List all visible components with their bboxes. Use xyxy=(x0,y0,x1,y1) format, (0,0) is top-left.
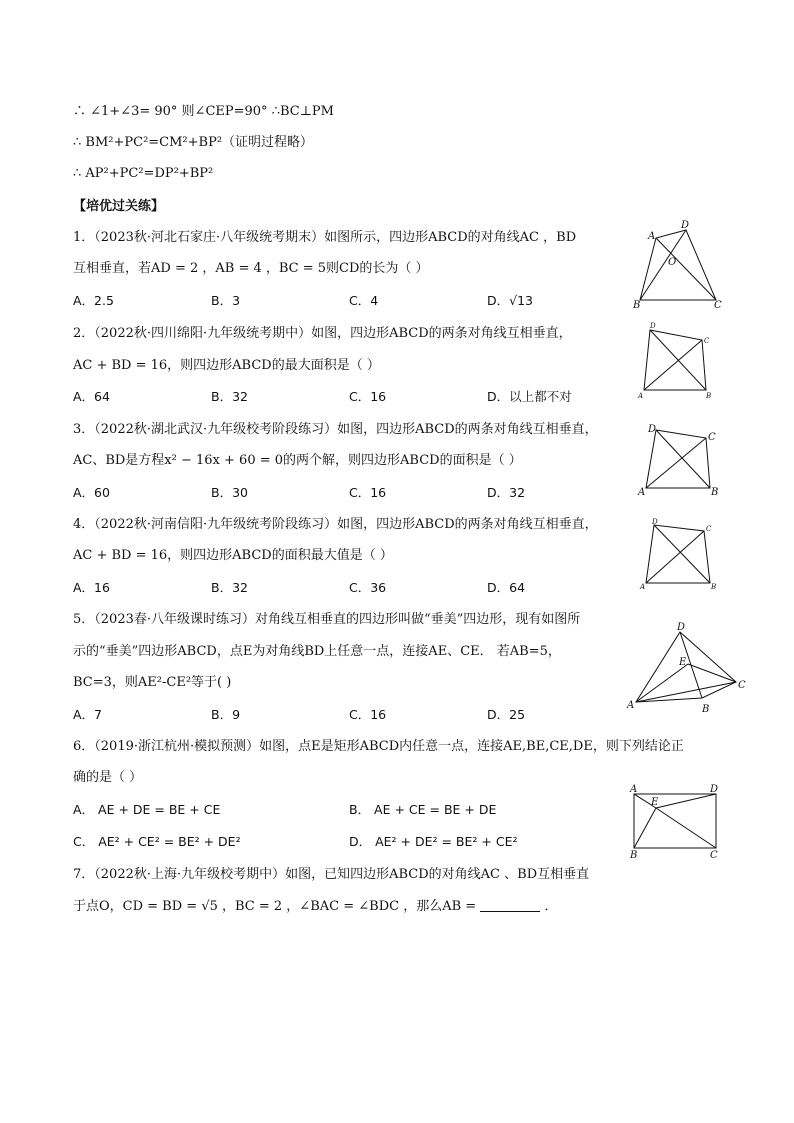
q6-option-c[interactable]: C． AE² + CE² = BE² + DE² xyxy=(73,834,241,849)
q4-label-d: D xyxy=(652,518,658,526)
q1-line-2: 互相垂直，若AD = 2 ，AB = 4 ，BC = 5则CD的长为（ ） xyxy=(73,261,429,276)
q7-answer-blank[interactable] xyxy=(480,899,540,912)
q3-option-a[interactable]: A．60 xyxy=(73,485,110,500)
q6-line-2: 确的是（ ） xyxy=(73,770,143,785)
q1-label-b: B xyxy=(633,300,641,310)
q4-option-d[interactable]: D．64 xyxy=(487,580,526,595)
q4-option-c[interactable]: C．36 xyxy=(349,580,387,595)
q5-figure xyxy=(622,620,752,716)
q7-line-2 xyxy=(73,898,557,916)
q3-figure xyxy=(632,418,724,498)
q2-figure xyxy=(630,318,720,400)
q3-option-c[interactable]: C．16 xyxy=(349,485,387,500)
q6-label-a: A xyxy=(630,784,638,795)
q2-line-1: 2．（2022秋·四川绵阳·九年级统考期中）如图，四边形ABCD的两条对角线互相垂直， xyxy=(73,326,572,341)
q1-line-1: 1．（2023秋·河北石家庄·八年级统考期末）如图所示，四边形ABCD的对角线AC ，BD xyxy=(73,230,577,245)
q5-line-1: 5．（2023春·八年级课时练习）对角线互相垂直的四边形叫做“垂美”四边形，现有如图所 xyxy=(73,612,581,627)
q2-option-a[interactable]: A．64 xyxy=(73,389,110,404)
q7-line-1: 7．（2022秋·上海·九年级校考期中）如图，已知四边形ABCD的对角线AC 、BD互相垂直 xyxy=(73,867,590,882)
q1-option-c[interactable]: C．4 xyxy=(349,293,379,308)
q4-option-a[interactable]: A．16 xyxy=(73,580,110,595)
q1-figure xyxy=(628,218,728,310)
q6-line-1: 6．（2019·浙江杭州·模拟预测）如图，点E是矩形ABCD内任意一点，连接AE,BE,CE,DE，则下列结论正 xyxy=(73,739,684,754)
q6-figure xyxy=(626,782,726,862)
q3-label-c: C xyxy=(708,432,716,443)
q6-label-b: B xyxy=(630,850,638,861)
q6-label-e: E xyxy=(651,797,659,808)
intro-line-3: ∴ AP²+PC²=DP²+BP² xyxy=(73,166,214,181)
q2-label-d: D xyxy=(650,322,656,330)
q1-label-o: O xyxy=(668,257,677,268)
q3-label-d: D xyxy=(648,424,657,435)
q3-line-2: AC、BD是方程x² − 16x + 60 = 0的两个解，则四边形ABCD的面积是（ ） xyxy=(73,453,522,468)
q5-label-d: D xyxy=(677,622,686,633)
q5-line-3: BC=3，则AE²-CE²等于( ) xyxy=(73,675,232,690)
q5-label-c: C xyxy=(738,680,746,691)
q1-option-d[interactable]: D．√13 xyxy=(487,293,533,308)
q5-label-a: A xyxy=(627,700,635,711)
q4-figure xyxy=(634,513,724,593)
q5-label-e: E xyxy=(679,657,687,668)
q2-label-a: A xyxy=(638,392,644,400)
q5-line-2: 示的“垂美”四边形ABCD，点E为对角线BD上任意一点，连接AE、CE． 若AB=5， xyxy=(73,644,561,659)
q2-option-b[interactable]: B．32 xyxy=(211,389,248,404)
q3-line-1: 3．（2022秋·湖北武汉·九年级校考阶段练习）如图，四边形ABCD的两条对角线互相垂直， xyxy=(73,422,598,437)
q5-option-b[interactable]: B．9 xyxy=(211,707,241,722)
intro-line-2: ∴ BM²+PC²=CM²+BP²（证明过程略） xyxy=(73,135,314,150)
q4-line-2: AC + BD = 16，则四边形ABCD的面积最大值是（ ） xyxy=(73,548,393,563)
q1-label-a: A xyxy=(648,231,656,242)
q3-option-d[interactable]: D．32 xyxy=(487,485,526,500)
q5-option-d[interactable]: D．25 xyxy=(487,707,526,722)
q6-option-a[interactable]: A． AE + DE = BE + CE xyxy=(73,802,221,817)
q1-option-b[interactable]: B．3 xyxy=(211,293,241,308)
q6-label-d: D xyxy=(710,784,719,795)
q3-label-a: A xyxy=(638,487,646,498)
q3-label-b: B xyxy=(711,487,719,498)
q4-label-c: C xyxy=(706,525,712,533)
q1-label-d: D xyxy=(681,220,690,231)
q4-option-b[interactable]: B．32 xyxy=(211,580,248,595)
q4-line-1: 4．（2022秋·河南信阳·九年级统考阶段练习）如图，四边形ABCD的两条对角线互相垂直， xyxy=(73,517,598,532)
q2-label-c: C xyxy=(704,337,710,345)
q1-label-c: C xyxy=(714,300,722,310)
q7-line-2-end: ． xyxy=(544,899,558,914)
q5-option-c[interactable]: C．16 xyxy=(349,707,387,722)
q2-option-d[interactable]: D．以上都不对 xyxy=(487,389,572,404)
section-title: 【培优过关练】 xyxy=(73,199,165,214)
q7-line-2-text: 于点O，CD = BD = √5 ，BC = 2 ，∠BAC = ∠BDC ，那么AB = xyxy=(73,899,477,914)
q2-line-2: AC + BD = 16，则四边形ABCD的最大面积是（ ） xyxy=(73,358,380,373)
q5-label-b: B xyxy=(702,704,710,715)
q2-option-c[interactable]: C．16 xyxy=(349,389,387,404)
q6-label-c: C xyxy=(710,850,718,861)
intro-line-1: ∴ ∠1+∠3= 90° 则∠CEP=90° ∴BC⊥PM xyxy=(73,104,334,119)
q6-option-d[interactable]: D． AE² + DE² = BE² + CE² xyxy=(349,834,518,849)
q5-option-a[interactable]: A．7 xyxy=(73,707,103,722)
q6-option-b[interactable]: B． AE + CE = BE + DE xyxy=(349,802,497,817)
q4-label-a: A xyxy=(640,583,646,591)
q4-label-b: B xyxy=(711,583,717,591)
q3-option-b[interactable]: B．30 xyxy=(211,485,248,500)
q1-option-a[interactable]: A．2.5 xyxy=(73,293,114,308)
q2-label-b: B xyxy=(706,392,712,400)
